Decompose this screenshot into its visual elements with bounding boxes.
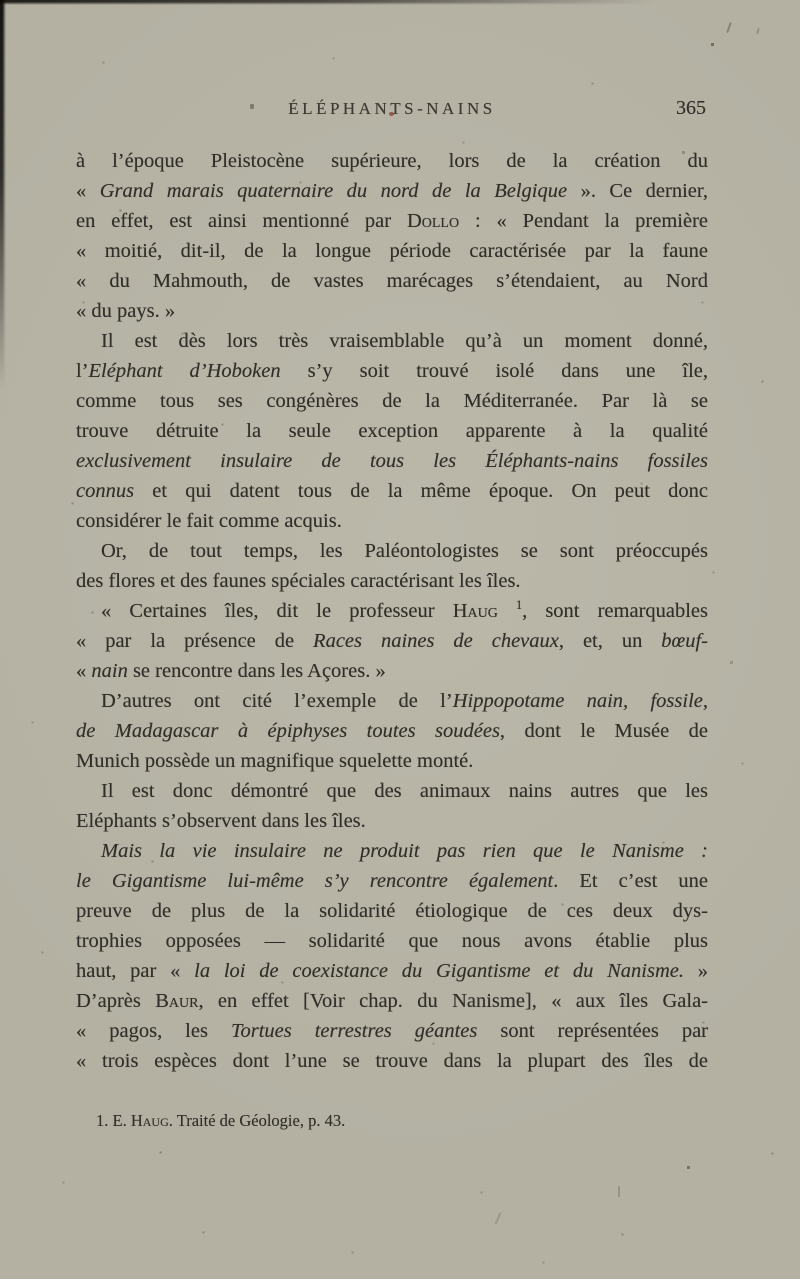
text-segment: « du pays. »	[76, 300, 176, 322]
text-segment: . Et c’est une	[553, 870, 708, 892]
text-line	[76, 956, 708, 986]
text-segment: D’après	[76, 990, 156, 1012]
text-segment: Hippopotame nain, fossile,	[452, 690, 708, 712]
text-line	[76, 536, 708, 566]
text-segment: s’y soit trouvé isolé dans une île,	[280, 360, 708, 382]
text-segment: ». Ce dernier,	[567, 180, 708, 202]
text-segment: en effet, est ainsi mentionné par	[76, 210, 407, 232]
text-segment: Races naines de chevaux	[313, 630, 559, 652]
text-segment: . Traité de Géologie, p. 43.	[168, 1111, 346, 1130]
text-line	[76, 356, 708, 386]
page-header	[76, 99, 708, 125]
text-line	[76, 686, 708, 716]
ink-mark	[756, 28, 759, 34]
footnote	[76, 1106, 708, 1136]
text-segment: « moitié, dit-il, de la longue période caractérisée par la faune	[76, 240, 708, 262]
text-line	[76, 716, 708, 746]
ink-mark	[726, 22, 732, 33]
text-segment: preuve de plus de la solidarité étiologique de ces deux dys-	[76, 900, 708, 922]
text-line	[76, 896, 708, 926]
text-segment: des flores et des faunes spéciales caractérisant les îles.	[76, 570, 521, 592]
text-segment: Munich possède un magnifique squelette monté.	[76, 750, 474, 772]
text-segment: l’	[76, 360, 89, 382]
text-segment: « du Mahmouth, de vastes marécages s’étendaient, au Nord	[76, 270, 708, 292]
text-segment: connus	[76, 480, 135, 502]
text-segment: »	[683, 960, 708, 982]
text-segment: exclusivement insulaire de tous les Éléphants-nains fossiles	[76, 450, 708, 472]
text-segment: Eléphant d’Hoboken	[88, 360, 281, 382]
text-segment: « Certaines îles, dit le professeur	[101, 600, 453, 622]
text-segment: « trois espèces dont l’une se trouve dans la plupart des îles de	[76, 1050, 708, 1072]
text-segment	[498, 600, 516, 622]
text-line	[76, 206, 708, 236]
text-segment: à l’époque Pleistocène supérieure, lors de la création du	[76, 150, 708, 172]
text-segment: et qui datent tous de la même époque. On peut donc	[134, 480, 708, 502]
paper-speckles	[0, 0, 1, 1]
text-line	[76, 926, 708, 956]
text-segment: 1. E.	[96, 1111, 131, 1130]
text-segment: de Madagascar à épiphyses toutes soudées	[76, 720, 500, 742]
text-segment: trouve détruite la seule exception apparente à la qualité	[76, 420, 708, 442]
text-segment: 1	[515, 598, 523, 613]
text-segment: nain	[91, 660, 128, 682]
text-segment: , en effet [Voir chap. du Nanisme], « aux îles Gala-	[198, 990, 708, 1012]
text-segment: , sont remarquables	[522, 600, 709, 622]
ink-mark	[494, 1212, 501, 1225]
text-line	[76, 626, 708, 656]
running-title: ÉLÉPHANTS-NAINS	[288, 99, 496, 118]
text-segment: Il est dès lors très vraisemblable qu’à un moment donné,	[101, 330, 708, 352]
text-line	[76, 986, 708, 1016]
text-line	[76, 326, 708, 356]
text-segment: le Gigantisme lui-même s’y rencontre également	[76, 870, 554, 892]
text-segment: « par la présence de	[76, 630, 314, 652]
text-segment: , dont le Musée de	[499, 720, 708, 742]
text-segment: Dollo	[406, 210, 460, 232]
text-segment: «	[76, 180, 100, 202]
text-line	[76, 446, 708, 476]
text-line	[76, 236, 708, 266]
text-line	[76, 1046, 708, 1076]
text-segment: trophies opposées — solidarité que nous avons établie plus	[76, 930, 708, 952]
text-line	[76, 296, 708, 326]
pencil-mark	[618, 1186, 620, 1197]
text-line	[76, 836, 708, 866]
scan-edge-left	[0, 0, 6, 390]
text-segment: considérer le fait comme acquis.	[76, 510, 342, 532]
text-segment: Mais la vie insulaire ne produit pas rien que le Nanisme :	[101, 840, 708, 862]
text-segment: « pagos, les	[76, 1020, 231, 1042]
text-segment: , et, un	[558, 630, 662, 652]
text-line	[76, 416, 708, 446]
text-segment: Tortues terrestres géantes	[230, 1020, 478, 1042]
text-segment: haut, par «	[76, 960, 195, 982]
text-segment: D’autres ont cité l’exemple de l’	[101, 690, 453, 712]
text-line	[76, 656, 708, 686]
text-segment: Haug	[130, 1111, 169, 1130]
text-segment: Haug	[452, 600, 498, 622]
text-segment: comme tous ses congénères de la Méditerranée. Par là se	[76, 390, 708, 412]
text-segment: Grand marais quaternaire du nord de la Belgique	[99, 180, 568, 202]
text-segment: sont représentées par	[477, 1020, 709, 1042]
text-segment: la loi de coexistance du Gigantisme et du Nanisme.	[194, 960, 684, 982]
page-body-text	[76, 146, 708, 1076]
text-line	[76, 1016, 708, 1046]
text-line	[76, 806, 708, 836]
text-line	[76, 506, 708, 536]
text-segment: se rencontre dans les Açores. »	[127, 660, 386, 682]
scan-edge-top	[0, 0, 800, 5]
text-segment: Il est donc démontré que des animaux nains autres que les	[101, 780, 708, 802]
text-line	[76, 146, 708, 176]
text-segment: Or, de tout temps, les Paléontologistes se sont préoccupés	[101, 540, 708, 562]
text-line	[76, 596, 708, 626]
text-segment: Eléphants s’observent dans les îles.	[76, 810, 366, 832]
text-line	[76, 176, 708, 206]
text-segment: bœuf-	[661, 630, 708, 652]
text-line	[76, 866, 708, 896]
text-line	[76, 776, 708, 806]
text-segment: : « Pendant la première	[459, 210, 708, 232]
text-segment: «	[76, 660, 92, 682]
text-line	[76, 386, 708, 416]
page-number: 365	[676, 97, 706, 119]
text-line	[76, 746, 708, 776]
text-line	[76, 266, 708, 296]
text-segment: Baur	[155, 990, 199, 1012]
text-line	[76, 476, 708, 506]
text-line	[76, 566, 708, 596]
